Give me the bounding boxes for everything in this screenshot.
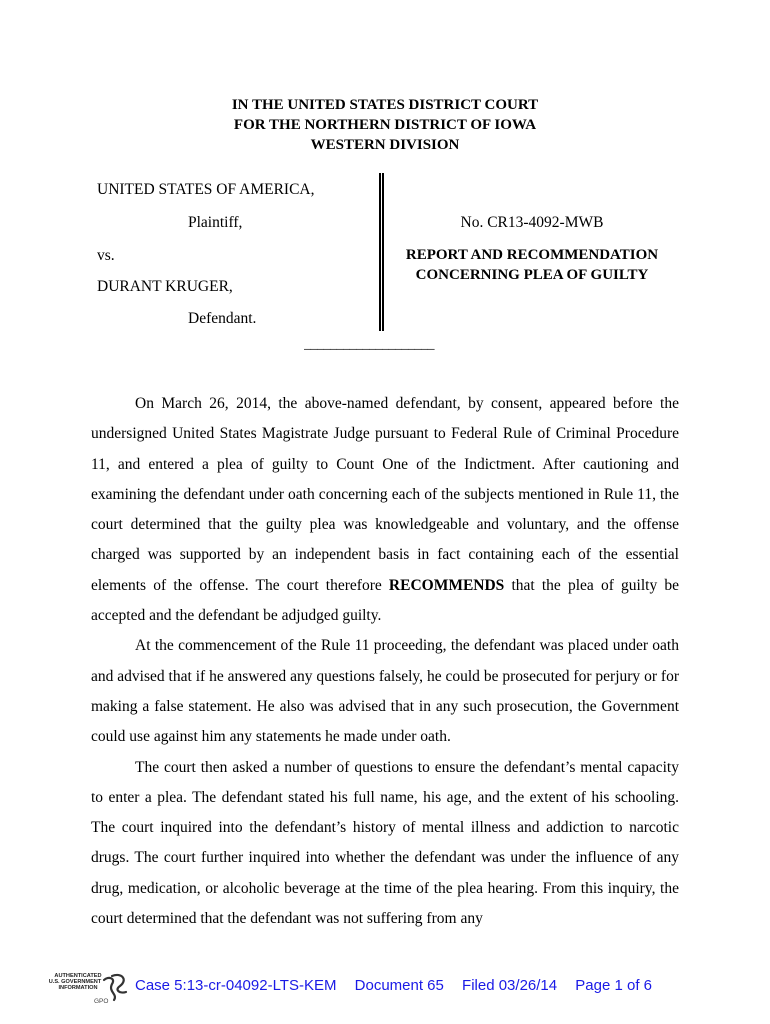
plaintiff-name: UNITED STATES OF AMERICA,	[97, 181, 315, 198]
case-caption-title	[386, 214, 678, 285]
footer-case-number: Case 5:13-cr-04092-LTS-KEM	[135, 977, 337, 994]
paragraph	[91, 389, 679, 631]
footer-filed-date: Filed 03/26/14	[462, 977, 558, 994]
footer-page-count: Page 1 of 6	[575, 977, 653, 994]
filing-footer	[135, 977, 652, 994]
seal-text: AUTHENTICATED	[54, 973, 102, 979]
defendant-role: Defendant.	[188, 310, 257, 327]
paragraph-text: On March 26, 2014, the above-named defendant, by consent, appeared before the undersigned United States Magistrate Judge pursuant to Federal Rule of Criminal Procedure 11, and entered a plea of guilty to Count One of the Indictment. After cautioning and examining the defendant under oath concerning each of the subjects mentioned in Rule 11, the court determined that the guilty plea was knowledgeable and voluntary, and the offense charged was supported by an independent basis in fact containing each of the essential elements of the offense. The court therefore	[91, 395, 679, 594]
plaintiff-role: Plaintiff,	[188, 214, 243, 231]
gpo-authentication-seal-icon	[42, 970, 130, 1008]
court-name: IN THE UNITED STATES DISTRICT COURT	[231, 97, 539, 113]
paragraph-text: that the plea of guilty be accepted and the defendant be adjudged guilty.	[91, 576, 679, 625]
defendant-name: DURANT KRUGER,	[97, 278, 233, 295]
document-title-line: CONCERNING PLEA OF GUILTY	[415, 267, 649, 283]
document-title-line: REPORT AND RECOMMENDATION	[405, 247, 659, 263]
court-heading	[0, 95, 770, 155]
court-division: WESTERN DIVISION	[310, 137, 460, 153]
seal-text: U.S. GOVERNMENT	[48, 979, 102, 985]
caption-divider-bar	[382, 173, 384, 331]
document-title	[386, 245, 678, 285]
paragraph: At the commencement of the Rule 11 proceeding, the defendant was placed under oath and advised that if he answered any questions falsely, he could be prosecuted for perjury or for making a false statement. He also was advised that in any such prosecution, the Government could use against him any statements he made under oath.	[91, 637, 679, 746]
court-district: FOR THE NORTHERN DISTRICT OF IOWA	[233, 117, 537, 133]
paragraph: The court then asked a number of questions to ensure the defendant’s mental capacity to enter a plea. The defendant stated his full name, his age, and the extent of his schooling. The court inquired into the defendant’s history of mental illness and addiction to narcotic drugs. The court further inquired into whether the defendant was under the influence of any drug, medication, or alcoholic beverage at the time of the plea hearing. From this inquiry, the court determined that the defendant was not suffering from any	[91, 758, 679, 928]
footer-document-number: Document 65	[354, 977, 444, 994]
recommends-emphasis: RECOMMENDS	[388, 576, 505, 594]
caption-divider-bar	[379, 173, 381, 331]
seal-text: GPO	[94, 998, 109, 1005]
document-body	[91, 389, 679, 934]
seal-text: INFORMATION	[58, 985, 98, 991]
versus-label: vs.	[97, 247, 115, 264]
case-number: No. CR13-4092-MWB	[460, 214, 604, 231]
section-divider: ____________________	[304, 340, 434, 350]
